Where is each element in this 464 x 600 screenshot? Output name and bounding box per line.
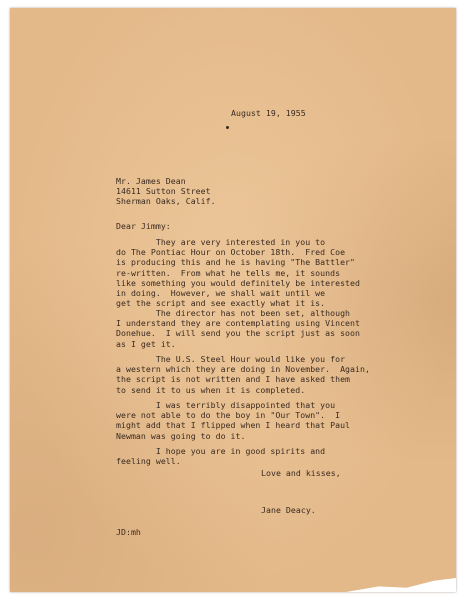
letter-date: August 19, 1955	[231, 108, 306, 118]
signature: Jane Deacy.	[261, 505, 316, 515]
closing: Love and kisses,	[261, 468, 341, 478]
letter-page	[10, 8, 456, 592]
recipient-address	[116, 176, 216, 207]
paragraph-2: The director has not been set, although I understand they are contemplating using Vincent Donehue. I will send you the script just as soon as I get it.	[116, 308, 360, 349]
recipient-city: Sherman Oaks, Calif.	[116, 196, 216, 207]
recipient-name: Mr. James Dean	[116, 176, 186, 186]
recipient-street: 14611 Sutton Street	[116, 186, 211, 197]
typist-initials: JD:mh	[116, 527, 141, 537]
paragraph-3: The U.S. Steel Hour would like you for a western which they are doing in November. Again, the script is not written and I have asked them to send it to us when it is completed.	[116, 354, 370, 395]
paragraph-5: I hope you are in good spirits and feeling well.	[116, 446, 326, 467]
paragraph-4: I was terribly disappointed that you were not able to do the boy in "Our Town". I might add that I flipped when I heard that Paul Newman was going to do it.	[116, 400, 351, 441]
salutation: Dear Jimmy:	[116, 221, 171, 231]
ink-dot	[226, 126, 229, 129]
torn-corner	[346, 578, 456, 592]
paragraph-1: They are very interested in you to do The Pontiac Hour on October 18th. Fred Coe is producing this and he is having "The Battler" re-written. From what he tells me, it sounds like something you would definitely be interested in doing. However, we shall wait until we get the script and see exactly what it is.	[116, 237, 360, 309]
